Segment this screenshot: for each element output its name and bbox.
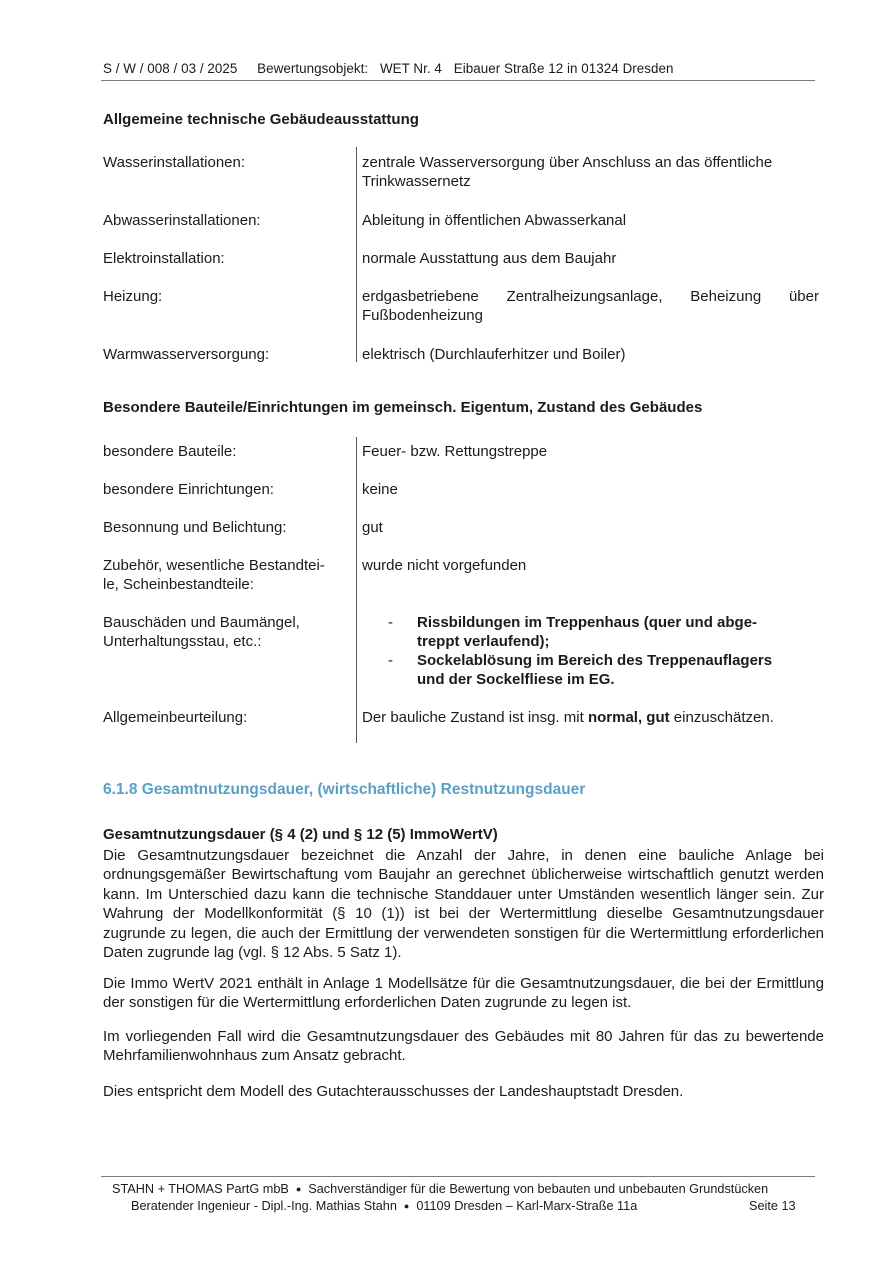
row-label-sunlight: Besonnung und Belichtung: <box>103 519 287 536</box>
bullet-dot-icon: ● <box>403 1201 410 1211</box>
paragraph-1: Die Gesamtnutzungsdauer bezeichnet die Anzahl der Jahre, in denen eine bauliche Anlage bei ordnungsgemäßer Bewirtschaftung vom Baujahr an gerechnet üblicherweise wirtschaftlich genutzt werden kann. Im Unterschied dazu kann die technische Standdauer unter Umständen wesentlich länger sein. Zur Wahrung der Modellkonformität (§ 10 (1)) ist bei der Wertermittlung dieselbe Gesamtnutzungsdauer zugrunde zu legen, die auch der Ermittlung der verwendeten sonstigen für die Wertermittlung erforderlichen Daten zugrunde lag (vgl. § 12 Abs. 5 Satz 1). <box>103 847 824 962</box>
bullet-dot-icon: ● <box>295 1184 302 1194</box>
row-value-accessories: wurde nicht vorgefunden <box>362 557 527 574</box>
assessment-rating: normal, gut <box>587 709 670 726</box>
row-label-damages-line1: Bauschäden und Baumängel, <box>103 614 300 631</box>
table-divider-2 <box>356 437 357 743</box>
row-label-special-facilities: besondere Einrichtungen: <box>103 481 274 498</box>
row-value-special-facilities: keine <box>362 481 398 498</box>
row-label-damages <box>103 613 353 651</box>
damage-item <box>388 613 818 651</box>
row-value-electrical: normale Ausstattung aus dem Baujahr <box>362 250 617 267</box>
footer-line-2 <box>131 1199 637 1213</box>
damage-item-line2: und der Sockelfliese im EG. <box>417 671 615 688</box>
paragraph-3: Im vorliegenden Fall wird die Gesamtnutzungsdauer des Gebäudes mit 80 Jahren für das zu bewertende Mehrfamilienwohnhaus zum Ansatz gebracht. <box>103 1028 824 1065</box>
footer-divider <box>101 1176 815 1177</box>
damage-item-line1: Rissbildungen im Treppenhaus (quer und abge- <box>417 614 758 631</box>
row-label-damages-line2: Unterhaltungsstau, etc.: <box>103 633 262 650</box>
row-value-hot-water: elektrisch (Durchlauferhitzer und Boiler) <box>362 346 626 363</box>
row-label-accessories <box>103 556 353 594</box>
table-divider-1 <box>356 147 357 362</box>
damage-item <box>388 651 818 689</box>
row-label-heating: Heizung: <box>103 288 163 305</box>
unit-label: WET Nr. 4 <box>379 61 442 76</box>
damage-item-line2: treppt verlaufend); <box>417 633 550 650</box>
row-value-wastewater: Ableitung in öffentlichen Abwasserkanal <box>362 212 627 229</box>
assessment-text-after: einzuschätzen. <box>669 709 774 726</box>
object-label: Bewertungsobjekt: <box>257 61 369 76</box>
document-reference: S / W / 008 / 03 / 2025 <box>103 61 238 76</box>
row-label-wastewater: Abwasserinstallationen: <box>103 212 261 229</box>
footer-engineer: Beratender Ingenieur - Dipl.-Ing. Mathias Stahn <box>131 1199 397 1213</box>
damage-item-line1: Sockelablösung im Bereich des Treppenauflagers <box>417 652 773 669</box>
section-title-building-equipment: Allgemeine technische Gebäudeausstattung <box>103 111 419 128</box>
row-label-electrical: Elektroinstallation: <box>103 250 225 267</box>
row-label-special-components: besondere Bauteile: <box>103 443 237 460</box>
page-number: Seite 13 <box>749 1199 796 1213</box>
header-divider <box>101 80 815 81</box>
row-value-sunlight: gut <box>362 519 383 536</box>
footer-description: Sachverständiger für die Bewertung von bebauten und unbebauten Grundstücken <box>308 1182 769 1196</box>
row-label-water: Wasserinstallationen: <box>103 154 246 171</box>
subheading-total-useful-life: Gesamtnutzungsdauer (§ 4 (2) und § 12 (5) ImmoWertV) <box>103 826 498 843</box>
footer-company: STAHN + THOMAS PartG mbB <box>112 1182 289 1196</box>
section-title-special-components: Besondere Bauteile/Einrichtungen im gemeinsch. Eigentum, Zustand des Gebäudes <box>103 399 703 416</box>
row-value-special-components: Feuer- bzw. Rettungstreppe <box>362 443 548 460</box>
damages-list <box>388 613 818 689</box>
row-label-accessories-line1: Zubehör, wesentliche Bestandtei- <box>103 557 325 574</box>
row-label-hot-water: Warmwasserversorgung: <box>103 346 270 363</box>
assessment-text-before: Der bauliche Zustand ist insg. mit <box>362 709 588 726</box>
page-header <box>103 61 815 76</box>
row-value-water: zentrale Wasserversorgung über Anschluss an das öffentliche Trinkwassernetz <box>362 154 773 190</box>
paragraph-4: Dies entspricht dem Modell des Gutachterausschusses der Landeshauptstadt Dresden. <box>103 1083 684 1100</box>
heading-useful-life: 6.1.8 Gesamtnutzungsdauer, (wirtschaftliche) Restnutzungsdauer <box>103 781 586 798</box>
footer-line-1 <box>112 1182 768 1196</box>
row-label-accessories-line2: le, Scheinbestandteile: <box>103 576 254 593</box>
row-value-assessment <box>362 708 832 727</box>
bullet-dash: - <box>388 614 393 631</box>
property-address: Eibauer Straße 12 in 01324 Dresden <box>453 61 674 76</box>
row-value-heating: erdgasbetriebene Zentralheizungsanlage, Beheizung über Fußbodenheizung <box>362 288 819 324</box>
row-label-assessment: Allgemeinbeurteilung: <box>103 709 248 726</box>
footer-address: 01109 Dresden – Karl-Marx-Straße 11a <box>416 1199 638 1213</box>
paragraph-2: Die Immo WertV 2021 enthält in Anlage 1 Modellsätze für die Gesamtnutzungsdauer, die bei der Ermittlung der sonstigen für die Wertermittlung erforderlichen Daten zugrunde zu legen ist. <box>103 975 824 1012</box>
bullet-dash: - <box>388 652 393 669</box>
